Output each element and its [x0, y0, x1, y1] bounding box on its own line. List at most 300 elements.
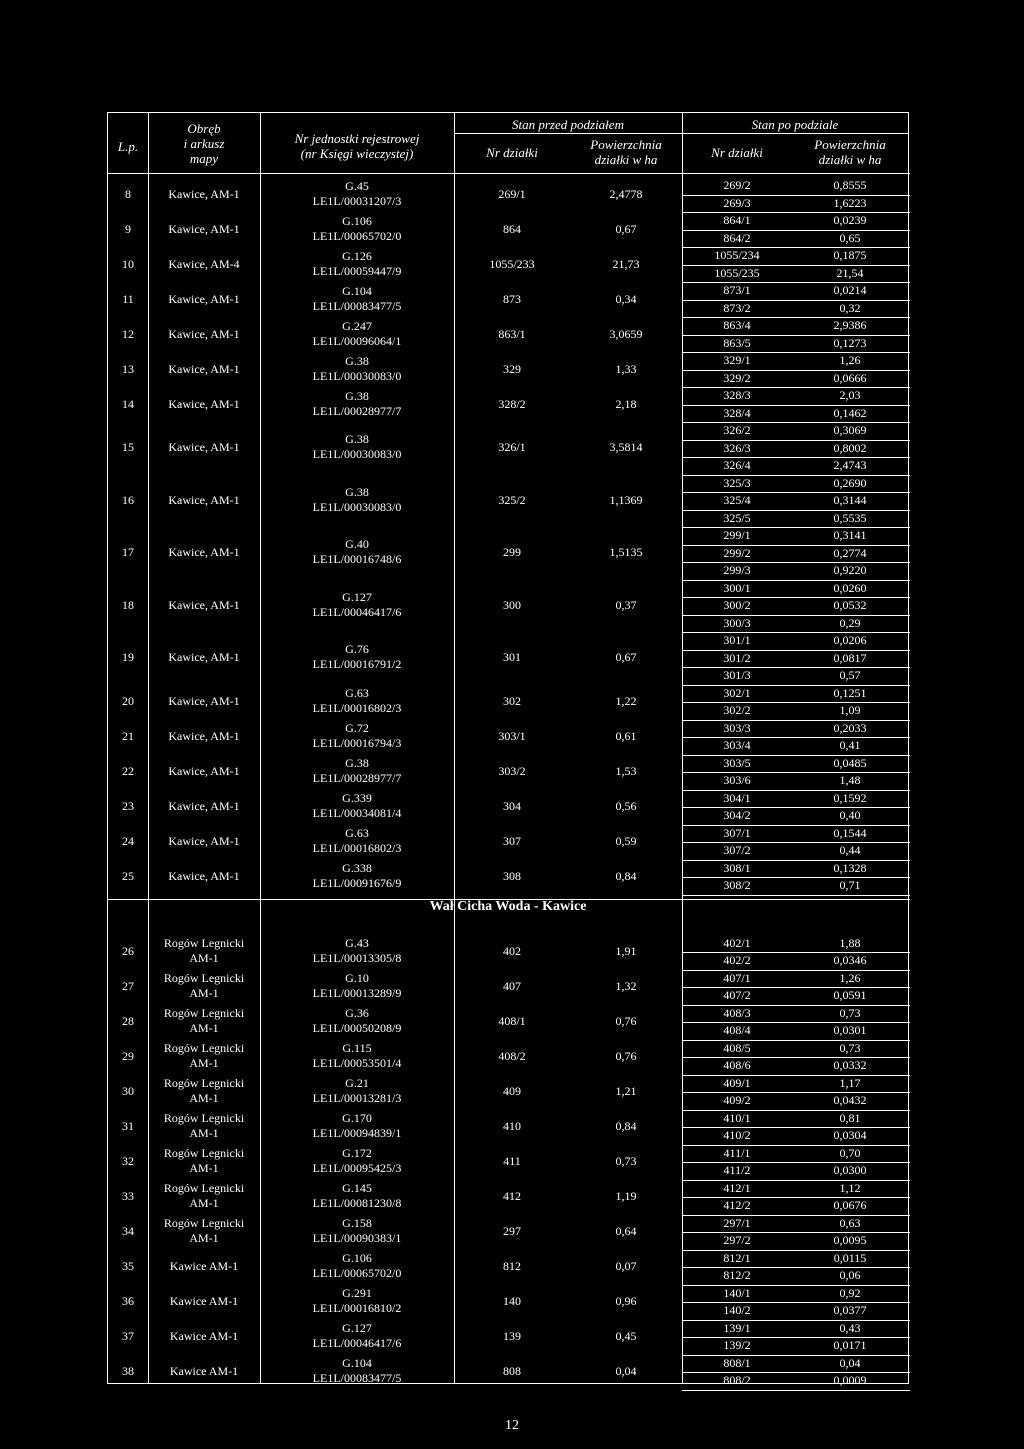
row-parcel-after: 873/2	[723, 300, 751, 315]
row-lp: 30	[122, 1084, 134, 1098]
row-parcel-after: 307/2	[723, 843, 751, 857]
row-area-after: 0,71	[839, 878, 861, 892]
row-register-le: LE1L/00028977/7	[312, 403, 402, 418]
row-parcel-after: 408/3	[723, 1005, 751, 1020]
row-area-before: 0,34	[615, 291, 637, 306]
row-obreb: Kawice AM-1	[169, 1364, 239, 1378]
row-parcel-after: 411/2	[723, 1163, 751, 1177]
row-register-g: G.158	[342, 1216, 372, 1230]
row-area-after: 0,0432	[833, 1093, 867, 1107]
row-parcel-after: 302/1	[723, 685, 751, 700]
row-lp: 16	[122, 492, 134, 507]
row-area-after: 0,73	[839, 1040, 861, 1055]
row-area-before: 0,84	[615, 869, 637, 883]
row-area-before: 0,45	[615, 1329, 637, 1343]
row-area-after: 1,17	[839, 1075, 861, 1090]
row-parcel-after: 410/1	[723, 1110, 751, 1125]
row-lp: 31	[122, 1119, 134, 1133]
row-obreb: Rogów Legnicki AM-1	[163, 1076, 245, 1105]
row-area-after: 0,0239	[833, 213, 867, 227]
row-area-after: 0,0095	[833, 1233, 867, 1247]
header-stan-przed: Stan przed podziałem	[512, 117, 624, 132]
row-parcel-after: 299/2	[723, 545, 751, 560]
row-area-after: 0,0346	[833, 953, 867, 967]
row-parcel-before: 408/2	[498, 1049, 526, 1063]
row-area-after: 0,2690	[833, 475, 867, 490]
row-parcel-after: 863/5	[723, 335, 751, 350]
row-parcel-after: 402/2	[723, 953, 751, 967]
row-obreb: Kawice, AM-1	[168, 326, 240, 341]
row-lp: 18	[122, 597, 134, 612]
row-area-after: 0,0377	[833, 1303, 867, 1317]
row-parcel-after: 297/2	[723, 1233, 751, 1247]
row-obreb: Kawice, AM-1	[168, 361, 240, 376]
row-area-after: 0,0676	[833, 1198, 867, 1212]
row-parcel-after: 326/4	[723, 458, 751, 472]
row-obreb: Rogów Legnicki AM-1	[163, 1181, 245, 1210]
row-area-after: 0,29	[839, 615, 861, 630]
row-area-after: 1,26	[839, 353, 861, 367]
header-lp: L.p.	[117, 139, 139, 154]
row-register-g: G.38	[345, 353, 369, 368]
row-parcel-after: 300/1	[723, 580, 751, 595]
row-area-before: 2,18	[615, 396, 637, 411]
row-parcel-before: 873	[503, 291, 521, 306]
row-parcel-after: 140/1	[723, 1285, 751, 1300]
row-parcel-after: 407/2	[723, 988, 751, 1002]
row-register-g: G.45	[345, 178, 369, 193]
row-lp: 24	[122, 834, 134, 848]
row-area-after: 2,9386	[833, 318, 867, 332]
row-area-after: 0,0485	[833, 755, 867, 770]
row-obreb: Kawice, AM-1	[168, 492, 240, 507]
row-area-after: 0,2774	[833, 545, 867, 560]
row-area-after: 0,1875	[833, 248, 867, 262]
row-area-before: 1,53	[615, 764, 637, 778]
row-lp: 8	[125, 186, 131, 201]
row-register-le: LE1L/00046417/6	[312, 604, 402, 619]
row-area-after: 0,0301	[833, 1023, 867, 1037]
row-area-after: 1,26	[839, 970, 861, 985]
row-parcel-after: 325/3	[723, 475, 751, 490]
row-area-before: 0,96	[615, 1294, 637, 1308]
row-area-after: 0,81	[839, 1110, 861, 1125]
row-register-le: LE1L/00091676/9	[312, 876, 402, 890]
row-parcel-before: 411	[503, 1154, 521, 1168]
row-parcel-after: 328/3	[723, 388, 751, 402]
row-register-g: G.145	[342, 1181, 372, 1195]
row-lp: 35	[122, 1259, 134, 1273]
row-area-after: 0,0304	[833, 1128, 867, 1142]
row-parcel-after: 329/2	[723, 370, 751, 385]
row-area-after: 0,04	[839, 1355, 861, 1370]
row-area-after: 2,03	[839, 388, 861, 402]
row-register-g: G.76	[345, 642, 369, 657]
row-register-le: LE1L/00096064/1	[312, 333, 402, 348]
row-area-after: 0,0214	[833, 283, 867, 297]
row-register-g: G.38	[345, 388, 369, 403]
row-area-after: 0,9220	[833, 563, 867, 577]
row-area-after: 0,0260	[833, 580, 867, 595]
row-parcel-before: 303/2	[498, 764, 526, 778]
row-parcel-after: 408/4	[723, 1023, 751, 1037]
row-parcel-after: 303/5	[723, 755, 751, 770]
row-area-after: 1,6223	[833, 195, 867, 210]
row-area-after: 0,8002	[833, 440, 867, 455]
row-parcel-after: 269/2	[723, 178, 751, 192]
row-register-g: G.72	[345, 721, 369, 735]
row-register-g: G.10	[345, 971, 369, 985]
row-area-after: 0,06	[839, 1268, 861, 1282]
header-powierzchnia-przed: Powierzchnia działki w ha	[590, 137, 662, 167]
row-obreb: Rogów Legnicki AM-1	[163, 1216, 245, 1245]
row-area-before: 0,64	[615, 1224, 637, 1238]
row-area-before: 2,4778	[609, 186, 643, 201]
row-obreb: Kawice, AM-1	[168, 799, 240, 813]
row-parcel-after: 409/2	[723, 1093, 751, 1107]
row-parcel-before: 297	[503, 1224, 521, 1238]
row-register-le: LE1L/00083477/5	[312, 1371, 402, 1385]
row-area-after: 0,0171	[833, 1338, 867, 1352]
row-lp: 15	[122, 440, 134, 455]
row-parcel-after: 325/4	[723, 493, 751, 507]
row-area-after: 0,0300	[833, 1163, 867, 1177]
row-parcel-after: 864/2	[723, 230, 751, 245]
row-area-after: 0,1544	[833, 825, 867, 840]
row-parcel-after: 303/4	[723, 738, 751, 752]
row-area-before: 0,73	[615, 1154, 637, 1168]
row-parcel-after: 1055/234	[714, 248, 760, 262]
row-parcel-after: 269/3	[723, 195, 751, 210]
row-register-g: G.21	[345, 1076, 369, 1090]
row-area-after: 0,5535	[833, 510, 867, 525]
row-parcel-after: 812/2	[723, 1268, 751, 1282]
row-register-g: G.38	[345, 432, 369, 447]
row-lp: 27	[122, 979, 134, 993]
row-parcel-after: 408/6	[723, 1058, 751, 1072]
row-area-after: 21,54	[836, 265, 864, 280]
row-register-le: LE1L/00016794/3	[312, 736, 402, 750]
row-area-after: 0,1592	[833, 790, 867, 805]
row-lp: 14	[122, 396, 134, 411]
row-parcel-before: 302	[503, 694, 521, 708]
row-register-le: LE1L/00065702/0	[312, 228, 402, 243]
row-parcel-after: 297/1	[723, 1215, 751, 1230]
row-area-after: 0,1273	[833, 335, 867, 350]
row-lp: 21	[122, 729, 134, 743]
row-parcel-before: 307	[503, 834, 521, 848]
row-register-le: LE1L/00016802/3	[312, 701, 402, 715]
row-parcel-after: 412/1	[723, 1180, 751, 1195]
row-obreb: Rogów Legnicki AM-1	[163, 936, 245, 965]
row-parcel-before: 409	[503, 1084, 521, 1098]
row-parcel-after: 808/2	[723, 1373, 751, 1387]
header-sub-divider	[454, 133, 908, 134]
header-powierzchnia-po: Powierzchnia działki w ha	[814, 137, 886, 167]
row-lp: 23	[122, 799, 134, 813]
row-parcel-after: 409/1	[723, 1075, 751, 1090]
row-lp: 28	[122, 1014, 134, 1028]
row-area-before: 1,22	[615, 694, 637, 708]
row-parcel-before: 402	[503, 944, 521, 958]
row-register-g: G.106	[342, 1251, 372, 1265]
row-area-after: 0,57	[839, 668, 861, 682]
row-area-after: 0,92	[839, 1285, 861, 1300]
row-area-before: 1,5135	[609, 545, 643, 560]
row-register-le: LE1L/00094839/1	[312, 1126, 402, 1140]
row-parcel-after: 407/1	[723, 970, 751, 985]
row-area-after: 1,12	[839, 1180, 861, 1195]
row-register-le: LE1L/00053501/4	[312, 1056, 402, 1070]
row-parcel-before: 329	[503, 361, 521, 376]
row-parcel-before: 410	[503, 1119, 521, 1133]
row-register-le: LE1L/00050208/9	[312, 1021, 402, 1035]
row-area-after: 0,1251	[833, 685, 867, 700]
header-nr-dzialki-po: Nr działki	[711, 145, 763, 160]
row-area-after: 2,4743	[833, 458, 867, 472]
row-register-le: LE1L/00081230/8	[312, 1196, 402, 1210]
row-register-le: LE1L/00034081/4	[312, 806, 402, 820]
row-register-g: G.291	[342, 1286, 372, 1300]
row-register-le: LE1L/00065702/0	[312, 1266, 402, 1280]
row-area-before: 0,67	[615, 650, 637, 665]
row-area-before: 1,19	[615, 1189, 637, 1203]
row-parcel-after: 302/2	[723, 703, 751, 717]
row-parcel-before: 140	[503, 1294, 521, 1308]
row-parcel-before: 304	[503, 799, 521, 813]
row-area-after: 0,40	[839, 808, 861, 822]
row-area-before: 3,0659	[609, 326, 643, 341]
row-parcel-after: 1055/235	[714, 265, 760, 280]
row-parcel-after: 308/2	[723, 878, 751, 892]
row-parcel-after: 408/5	[723, 1040, 751, 1055]
row-area-after: 0,3069	[833, 423, 867, 437]
row-parcel-after: 299/1	[723, 528, 751, 542]
row-area-after: 0,0817	[833, 650, 867, 665]
row-obreb: Kawice, AM-1	[168, 545, 240, 560]
row-lp: 32	[122, 1154, 134, 1168]
row-obreb: Kawice, AM-1	[168, 834, 240, 848]
row-area-after: 0,8555	[833, 178, 867, 192]
row-parcel-after: 300/3	[723, 615, 751, 630]
row-parcel-after: 308/1	[723, 860, 751, 875]
row-lp: 9	[125, 221, 131, 236]
header-nr-dzialki-przed: Nr działki	[486, 145, 538, 160]
row-area-after: 0,70	[839, 1145, 861, 1160]
row-lp: 29	[122, 1049, 134, 1063]
row-parcel-after: 303/6	[723, 773, 751, 787]
row-area-before: 0,07	[615, 1259, 637, 1273]
row-lp: 13	[122, 361, 134, 376]
row-register-le: LE1L/00016802/3	[312, 841, 402, 855]
row-register-g: G.40	[345, 537, 369, 552]
row-area-before: 0,76	[615, 1049, 637, 1063]
row-obreb: Kawice AM-1	[169, 1294, 239, 1308]
row-register-g: G.127	[342, 589, 372, 604]
row-parcel-before: 864	[503, 221, 521, 236]
row-obreb: Kawice, AM-1	[168, 291, 240, 306]
row-register-le: LE1L/00090383/1	[312, 1231, 402, 1245]
row-area-before: 1,32	[615, 979, 637, 993]
row-area-after: 0,44	[839, 843, 861, 857]
row-area-before: 0,59	[615, 834, 637, 848]
row-area-before: 0,61	[615, 729, 637, 743]
row-parcel-after: 299/3	[723, 563, 751, 577]
row-register-le: LE1L/00016791/2	[312, 657, 402, 672]
row-obreb: Kawice, AM-1	[168, 396, 240, 411]
row-register-le: LE1L/00013305/8	[312, 951, 402, 965]
row-parcel-after: 140/2	[723, 1303, 751, 1317]
row-obreb: Rogów Legnicki AM-1	[163, 971, 245, 1000]
row-area-after: 1,09	[839, 703, 861, 717]
row-lp: 20	[122, 694, 134, 708]
row-obreb: Kawice, AM-1	[168, 597, 240, 612]
row-register-g: G.126	[342, 248, 372, 263]
row-area-before: 0,56	[615, 799, 637, 813]
row-area-after: 0,63	[839, 1215, 861, 1230]
row-area-after: 0,65	[839, 230, 861, 245]
row-parcel-before: 1055/233	[489, 256, 535, 271]
row-area-after: 0,1462	[833, 405, 867, 420]
row-lp: 26	[122, 944, 134, 958]
row-area-before: 0,67	[615, 221, 637, 236]
row-obreb: Kawice, AM-4	[168, 256, 240, 271]
row-parcel-before: 299	[503, 545, 521, 560]
row-obreb: Kawice, AM-1	[168, 729, 240, 743]
row-parcel-before: 812	[503, 1259, 521, 1273]
row-parcel-before: 269/1	[498, 186, 526, 201]
row-lp: 33	[122, 1189, 134, 1203]
row-parcel-before: 408/1	[498, 1014, 526, 1028]
row-obreb: Kawice, AM-1	[168, 650, 240, 665]
row-parcel-after: 303/3	[723, 720, 751, 735]
row-register-g: G.115	[342, 1041, 372, 1055]
row-register-le: LE1L/00059447/9	[312, 263, 402, 278]
row-area-after: 0,0532	[833, 598, 867, 612]
row-area-after: 0,0206	[833, 633, 867, 647]
row-parcel-after: 410/2	[723, 1128, 751, 1142]
row-register-g: G.127	[342, 1321, 372, 1335]
row-lp: 19	[122, 650, 134, 665]
row-area-after: 0,0666	[833, 370, 867, 385]
row-obreb: Rogów Legnicki AM-1	[163, 1146, 245, 1175]
row-parcel-after: 304/1	[723, 790, 751, 805]
row-lp: 36	[122, 1294, 134, 1308]
row-area-before: 1,91	[615, 944, 637, 958]
row-area-after: 1,48	[839, 773, 861, 787]
row-area-after: 0,3144	[833, 493, 867, 507]
row-parcel-after: 411/1	[723, 1145, 751, 1160]
row-area-after: 0,2033	[833, 720, 867, 735]
row-register-g: G.104	[342, 1356, 372, 1370]
row-lp: 12	[122, 326, 134, 341]
row-register-le: LE1L/00046417/6	[312, 1336, 402, 1350]
row-area-before: 0,84	[615, 1119, 637, 1133]
row-area-after: 0,41	[839, 738, 861, 752]
row-divider	[682, 895, 910, 896]
row-register-g: G.63	[345, 826, 369, 840]
row-parcel-after: 329/1	[723, 353, 751, 367]
row-obreb: Kawice, AM-1	[168, 440, 240, 455]
row-parcel-before: 326/1	[498, 440, 526, 455]
row-register-le: LE1L/00013281/3	[312, 1091, 402, 1105]
row-lp: 37	[122, 1329, 134, 1343]
row-lp: 22	[122, 764, 134, 778]
row-parcel-after: 139/2	[723, 1338, 751, 1352]
row-parcel-after: 304/2	[723, 808, 751, 822]
header-obreb: Obręb i arkusz mapy	[183, 121, 225, 166]
row-parcel-before: 863/1	[498, 326, 526, 341]
header-bottom-line	[108, 173, 910, 174]
row-parcel-before: 303/1	[498, 729, 526, 743]
row-parcel-before: 301	[503, 650, 521, 665]
row-lp: 38	[122, 1364, 134, 1378]
row-register-le: LE1L/00083477/5	[312, 298, 402, 313]
row-obreb: Kawice, AM-1	[168, 221, 240, 236]
row-area-after: 0,0009	[833, 1373, 867, 1387]
section-title: Wał Cicha Woda - Kawice	[429, 898, 587, 914]
row-register-g: G.172	[342, 1146, 372, 1160]
row-area-before: 1,21	[615, 1084, 637, 1098]
row-lp: 11	[122, 291, 134, 306]
row-area-after: 0,0332	[833, 1058, 867, 1072]
row-register-le: LE1L/00030083/0	[312, 447, 402, 462]
row-register-g: G.338	[342, 861, 372, 875]
row-register-le: LE1L/00030083/0	[312, 368, 402, 383]
row-area-after: 0,1328	[833, 860, 867, 875]
row-obreb: Rogów Legnicki AM-1	[163, 1041, 245, 1070]
row-parcel-after: 307/1	[723, 825, 751, 840]
row-parcel-after: 863/4	[723, 318, 751, 332]
row-area-after: 0,73	[839, 1005, 861, 1020]
row-parcel-after: 301/2	[723, 650, 751, 665]
row-parcel-after: 808/1	[723, 1355, 751, 1370]
row-register-g: G.63	[345, 686, 369, 700]
row-obreb: Kawice, AM-1	[168, 694, 240, 708]
row-area-before: 1,33	[615, 361, 637, 376]
row-area-after: 0,0115	[833, 1250, 867, 1265]
row-obreb: Kawice AM-1	[169, 1259, 239, 1273]
row-parcel-before: 412	[503, 1189, 521, 1203]
row-parcel-after: 326/3	[723, 440, 751, 455]
row-parcel-before: 300	[503, 597, 521, 612]
row-register-le: LE1L/00095425/3	[312, 1161, 402, 1175]
row-parcel-after: 873/1	[723, 283, 751, 297]
row-area-before: 0,04	[615, 1364, 637, 1378]
row-register-le: LE1L/00016748/6	[312, 552, 402, 567]
row-lp: 34	[122, 1224, 134, 1238]
row-parcel-after: 300/2	[723, 598, 751, 612]
row-lp: 25	[122, 869, 134, 883]
row-parcel-after: 412/2	[723, 1198, 751, 1212]
row-parcel-after: 812/1	[723, 1250, 751, 1265]
row-parcel-after: 139/1	[723, 1320, 751, 1335]
row-register-g: G.38	[345, 756, 369, 770]
row-register-g: G.247	[342, 318, 372, 333]
row-parcel-before: 139	[503, 1329, 521, 1343]
row-register-le: LE1L/00031207/3	[312, 193, 402, 208]
row-register-le: LE1L/00016810/2	[312, 1301, 402, 1315]
row-register-g: G.106	[342, 213, 372, 228]
row-area-after: 0,32	[839, 300, 861, 315]
row-parcel-before: 328/2	[498, 396, 526, 411]
header-nr-jednostki: Nr jednostki rejestrowej (nr Księgi wieczystej)	[294, 131, 420, 161]
row-parcel-after: 328/4	[723, 405, 751, 420]
row-area-after: 1,88	[839, 935, 861, 950]
row-area-before: 0,37	[615, 597, 637, 612]
row-register-le: LE1L/00030083/0	[312, 499, 402, 514]
row-area-before: 1,1369	[609, 492, 643, 507]
